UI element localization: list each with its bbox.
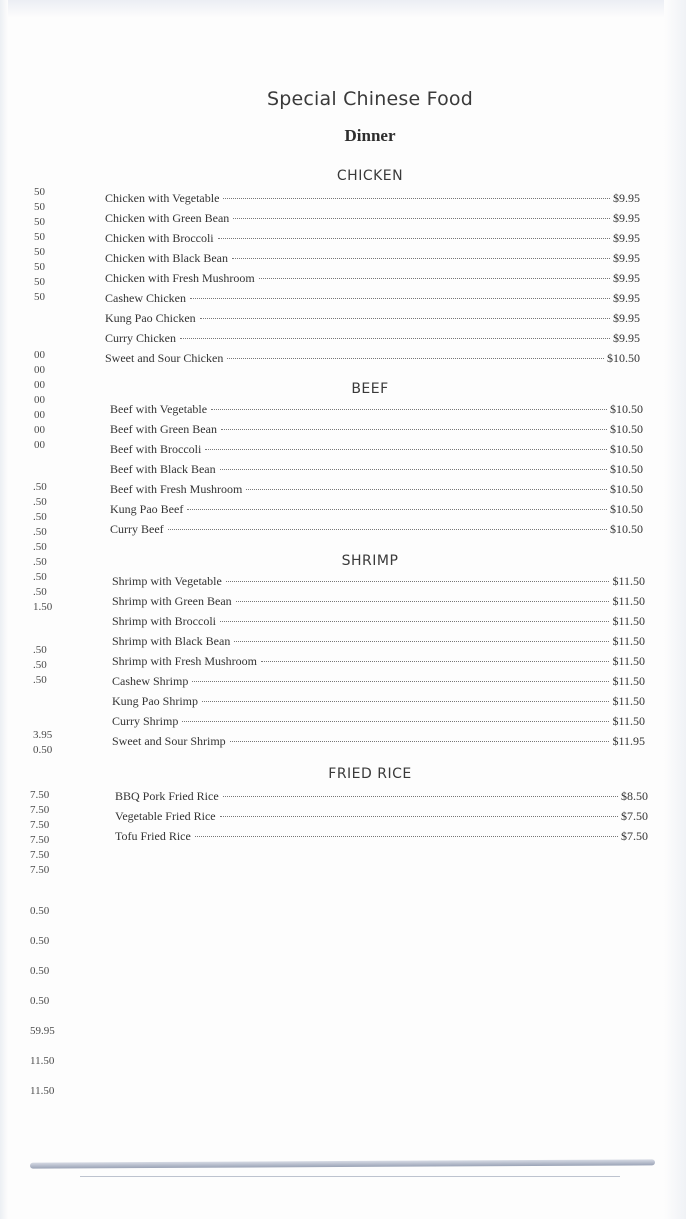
previous-page-price: 1.50 <box>33 601 53 613</box>
menu-item-price: $10.50 <box>610 462 643 476</box>
previous-page-price: .50 <box>33 674 47 686</box>
previous-page-price: 0.50 <box>30 905 50 917</box>
section-items-fried-rice <box>115 786 648 846</box>
menu-item <box>112 571 645 591</box>
menu-item <box>112 691 645 711</box>
menu-item <box>112 631 645 651</box>
menu-item <box>110 399 643 419</box>
menu-item-name: Shrimp with Fresh Mushroom <box>112 654 258 668</box>
menu-item-name: Beef with Fresh Mushroom <box>110 482 243 496</box>
section-items-shrimp <box>112 571 645 751</box>
previous-page-price: 7.50 <box>30 789 50 801</box>
menu-item-name: Shrimp with Black Bean <box>112 634 231 648</box>
dot-leader <box>220 816 618 817</box>
menu-item-name: Shrimp with Vegetable <box>112 574 222 588</box>
menu-item <box>112 611 645 631</box>
menu-item <box>110 519 643 539</box>
page-left-edge <box>0 0 8 1219</box>
dot-leader <box>202 701 609 702</box>
previous-page-price: 11.50 <box>30 1055 55 1067</box>
dot-leader <box>192 681 609 682</box>
menu-item-name: Kung Pao Shrimp <box>112 694 199 708</box>
menu-item-name: Tofu Fried Rice <box>115 829 191 843</box>
dot-leader <box>226 581 610 582</box>
menu-item <box>105 208 640 228</box>
menu-item-name: Sweet and Sour Shrimp <box>112 734 226 748</box>
previous-page-price: .50 <box>33 496 47 508</box>
menu-item-name: Cashew Shrimp <box>112 674 189 688</box>
menu-item <box>105 268 640 288</box>
menu-subtitle: Dinner <box>344 126 396 145</box>
previous-page-price: 00 <box>34 424 45 436</box>
menu-item-price: $9.95 <box>613 191 640 205</box>
section-items-chicken <box>105 188 640 368</box>
previous-page-price: .50 <box>33 586 47 598</box>
previous-page-price: .50 <box>33 481 47 493</box>
previous-page-price: 00 <box>34 349 45 361</box>
dot-leader <box>205 449 607 450</box>
section-heading-shrimp: SHRIMP <box>341 553 399 569</box>
menu-item <box>112 651 645 671</box>
section-heading-beef: BEEF <box>351 381 389 397</box>
previous-page-price: 50 <box>34 291 45 303</box>
menu-item <box>112 671 645 691</box>
menu-item-price: $9.95 <box>613 231 640 245</box>
dot-leader <box>180 338 610 339</box>
dot-leader <box>234 641 609 642</box>
previous-page-price: 7.50 <box>30 834 50 846</box>
menu-item-price: $10.50 <box>610 522 643 536</box>
previous-page-price: 59.95 <box>30 1025 55 1037</box>
dot-leader <box>246 489 607 490</box>
menu-item <box>105 188 640 208</box>
menu-item-price: $10.50 <box>607 351 640 365</box>
previous-page-price: 0.50 <box>33 744 53 756</box>
menu-item-price: $7.50 <box>621 829 648 843</box>
menu-item-name: Chicken with Broccoli <box>105 231 214 245</box>
previous-page-price: .50 <box>33 541 47 553</box>
menu-item <box>110 479 643 499</box>
section-heading-chicken: CHICKEN <box>336 168 404 184</box>
menu-item <box>105 348 640 368</box>
menu-item-price: $9.95 <box>613 331 640 345</box>
menu-item <box>112 711 645 731</box>
menu-item-name: Cashew Chicken <box>105 291 186 305</box>
menu-item-name: BBQ Pork Fried Rice <box>115 789 219 803</box>
previous-page-price: .50 <box>33 659 47 671</box>
menu-item <box>110 499 643 519</box>
previous-page-price: 50 <box>34 246 45 258</box>
menu-item-name: Chicken with Fresh Mushroom <box>105 271 255 285</box>
menu-item-price: $11.95 <box>612 734 645 748</box>
page-right-edge <box>664 0 686 1219</box>
menu-item-price: $7.50 <box>621 809 648 823</box>
menu-item-price: $8.50 <box>621 789 648 803</box>
dot-leader <box>230 741 610 742</box>
previous-page-price: 50 <box>34 231 45 243</box>
previous-page-price: 0.50 <box>30 965 50 977</box>
menu-item-name: Chicken with Black Bean <box>105 251 228 265</box>
previous-page-price: 50 <box>34 261 45 273</box>
menu-item-name: Sweet and Sour Chicken <box>105 351 224 365</box>
dot-leader <box>259 278 610 279</box>
previous-page-price: 50 <box>34 201 45 213</box>
menu-item-name: Kung Pao Chicken <box>105 311 196 325</box>
menu-item-price: $11.50 <box>612 594 645 608</box>
previous-page-price: 00 <box>34 409 45 421</box>
menu-item-name: Vegetable Fried Rice <box>115 809 216 823</box>
dot-leader <box>236 601 610 602</box>
dot-leader <box>223 796 618 797</box>
menu-item <box>112 731 645 751</box>
menu-item-price: $9.95 <box>613 291 640 305</box>
menu-item-price: $10.50 <box>610 442 643 456</box>
menu-item <box>112 591 645 611</box>
previous-page-price: .50 <box>33 511 47 523</box>
previous-page-price: 11.50 <box>30 1085 55 1097</box>
previous-page-price: 0.50 <box>30 935 50 947</box>
previous-page-price: .50 <box>33 644 47 656</box>
menu-item-price: $9.95 <box>613 271 640 285</box>
page-fold-line <box>80 1176 620 1177</box>
previous-page-price: 00 <box>34 439 45 451</box>
menu-item-name: Chicken with Vegetable <box>105 191 220 205</box>
dot-leader <box>211 409 607 410</box>
menu-item-name: Kung Pao Beef <box>110 502 184 516</box>
menu-item-name: Beef with Black Bean <box>110 462 216 476</box>
menu-item-price: $11.50 <box>612 694 645 708</box>
previous-page-price: 0.50 <box>30 995 50 1007</box>
menu-item-price: $11.50 <box>612 614 645 628</box>
dot-leader <box>168 529 607 530</box>
menu-item-price: $10.50 <box>610 482 643 496</box>
previous-page-price: 50 <box>34 186 45 198</box>
menu-item-name: Curry Shrimp <box>112 714 179 728</box>
dot-leader <box>190 298 610 299</box>
section-heading-fried-rice: FRIED RICE <box>328 766 412 782</box>
menu-item-name: Shrimp with Broccoli <box>112 614 216 628</box>
previous-page-price: .50 <box>33 556 47 568</box>
page-fold-shadow <box>30 1159 655 1168</box>
dot-leader <box>232 258 610 259</box>
menu-item-name: Chicken with Green Bean <box>105 211 230 225</box>
dot-leader <box>261 661 609 662</box>
menu-title: Special Chinese Food <box>266 88 473 110</box>
menu-item-price: $10.50 <box>610 502 643 516</box>
dot-leader <box>200 318 610 319</box>
menu-item <box>105 288 640 308</box>
menu-item-price: $10.50 <box>610 402 643 416</box>
previous-page-price: 3.95 <box>33 729 53 741</box>
menu-item <box>110 439 643 459</box>
menu-item-price: $10.50 <box>610 422 643 436</box>
menu-item-name: Curry Beef <box>110 522 164 536</box>
menu-item-name: Beef with Broccoli <box>110 442 202 456</box>
menu-item <box>105 308 640 328</box>
menu-item-price: $11.50 <box>612 714 645 728</box>
menu-item <box>115 786 648 806</box>
previous-page-price: 50 <box>34 216 45 228</box>
menu-item-name: Curry Chicken <box>105 331 176 345</box>
menu-item-name: Beef with Green Bean <box>110 422 217 436</box>
menu-item-price: $11.50 <box>612 574 645 588</box>
dot-leader <box>233 218 610 219</box>
previous-page-price: 00 <box>34 394 45 406</box>
menu-item-price: $11.50 <box>612 654 645 668</box>
previous-page-price: 00 <box>34 364 45 376</box>
previous-page-price: 7.50 <box>30 849 50 861</box>
menu-item-price: $11.50 <box>612 634 645 648</box>
previous-page-price: .50 <box>33 526 47 538</box>
dot-leader <box>182 721 609 722</box>
menu-item-price: $11.50 <box>612 674 645 688</box>
dot-leader <box>220 469 607 470</box>
menu-item <box>105 328 640 348</box>
previous-page-price: 7.50 <box>30 864 50 876</box>
dot-leader <box>227 358 604 359</box>
previous-page-price: .50 <box>33 571 47 583</box>
page-top-edge <box>0 0 686 18</box>
menu-item <box>110 419 643 439</box>
menu-item <box>105 228 640 248</box>
dot-leader <box>221 429 607 430</box>
dot-leader <box>220 621 609 622</box>
menu-item-name: Beef with Vegetable <box>110 402 208 416</box>
menu-item <box>105 248 640 268</box>
dot-leader <box>187 509 607 510</box>
previous-page-price: 7.50 <box>30 819 50 831</box>
menu-item-price: $9.95 <box>613 211 640 225</box>
menu-item-name: Shrimp with Green Bean <box>112 594 232 608</box>
menu-item-price: $9.95 <box>613 251 640 265</box>
dot-leader <box>218 238 610 239</box>
dot-leader <box>223 198 610 199</box>
menu-item <box>115 826 648 846</box>
menu-item <box>115 806 648 826</box>
dot-leader <box>195 836 618 837</box>
previous-page-price: 50 <box>34 276 45 288</box>
section-items-beef <box>110 399 643 539</box>
menu-item-price: $9.95 <box>613 311 640 325</box>
previous-page-price: 7.50 <box>30 804 50 816</box>
menu-item <box>110 459 643 479</box>
previous-page-price: 00 <box>34 379 45 391</box>
